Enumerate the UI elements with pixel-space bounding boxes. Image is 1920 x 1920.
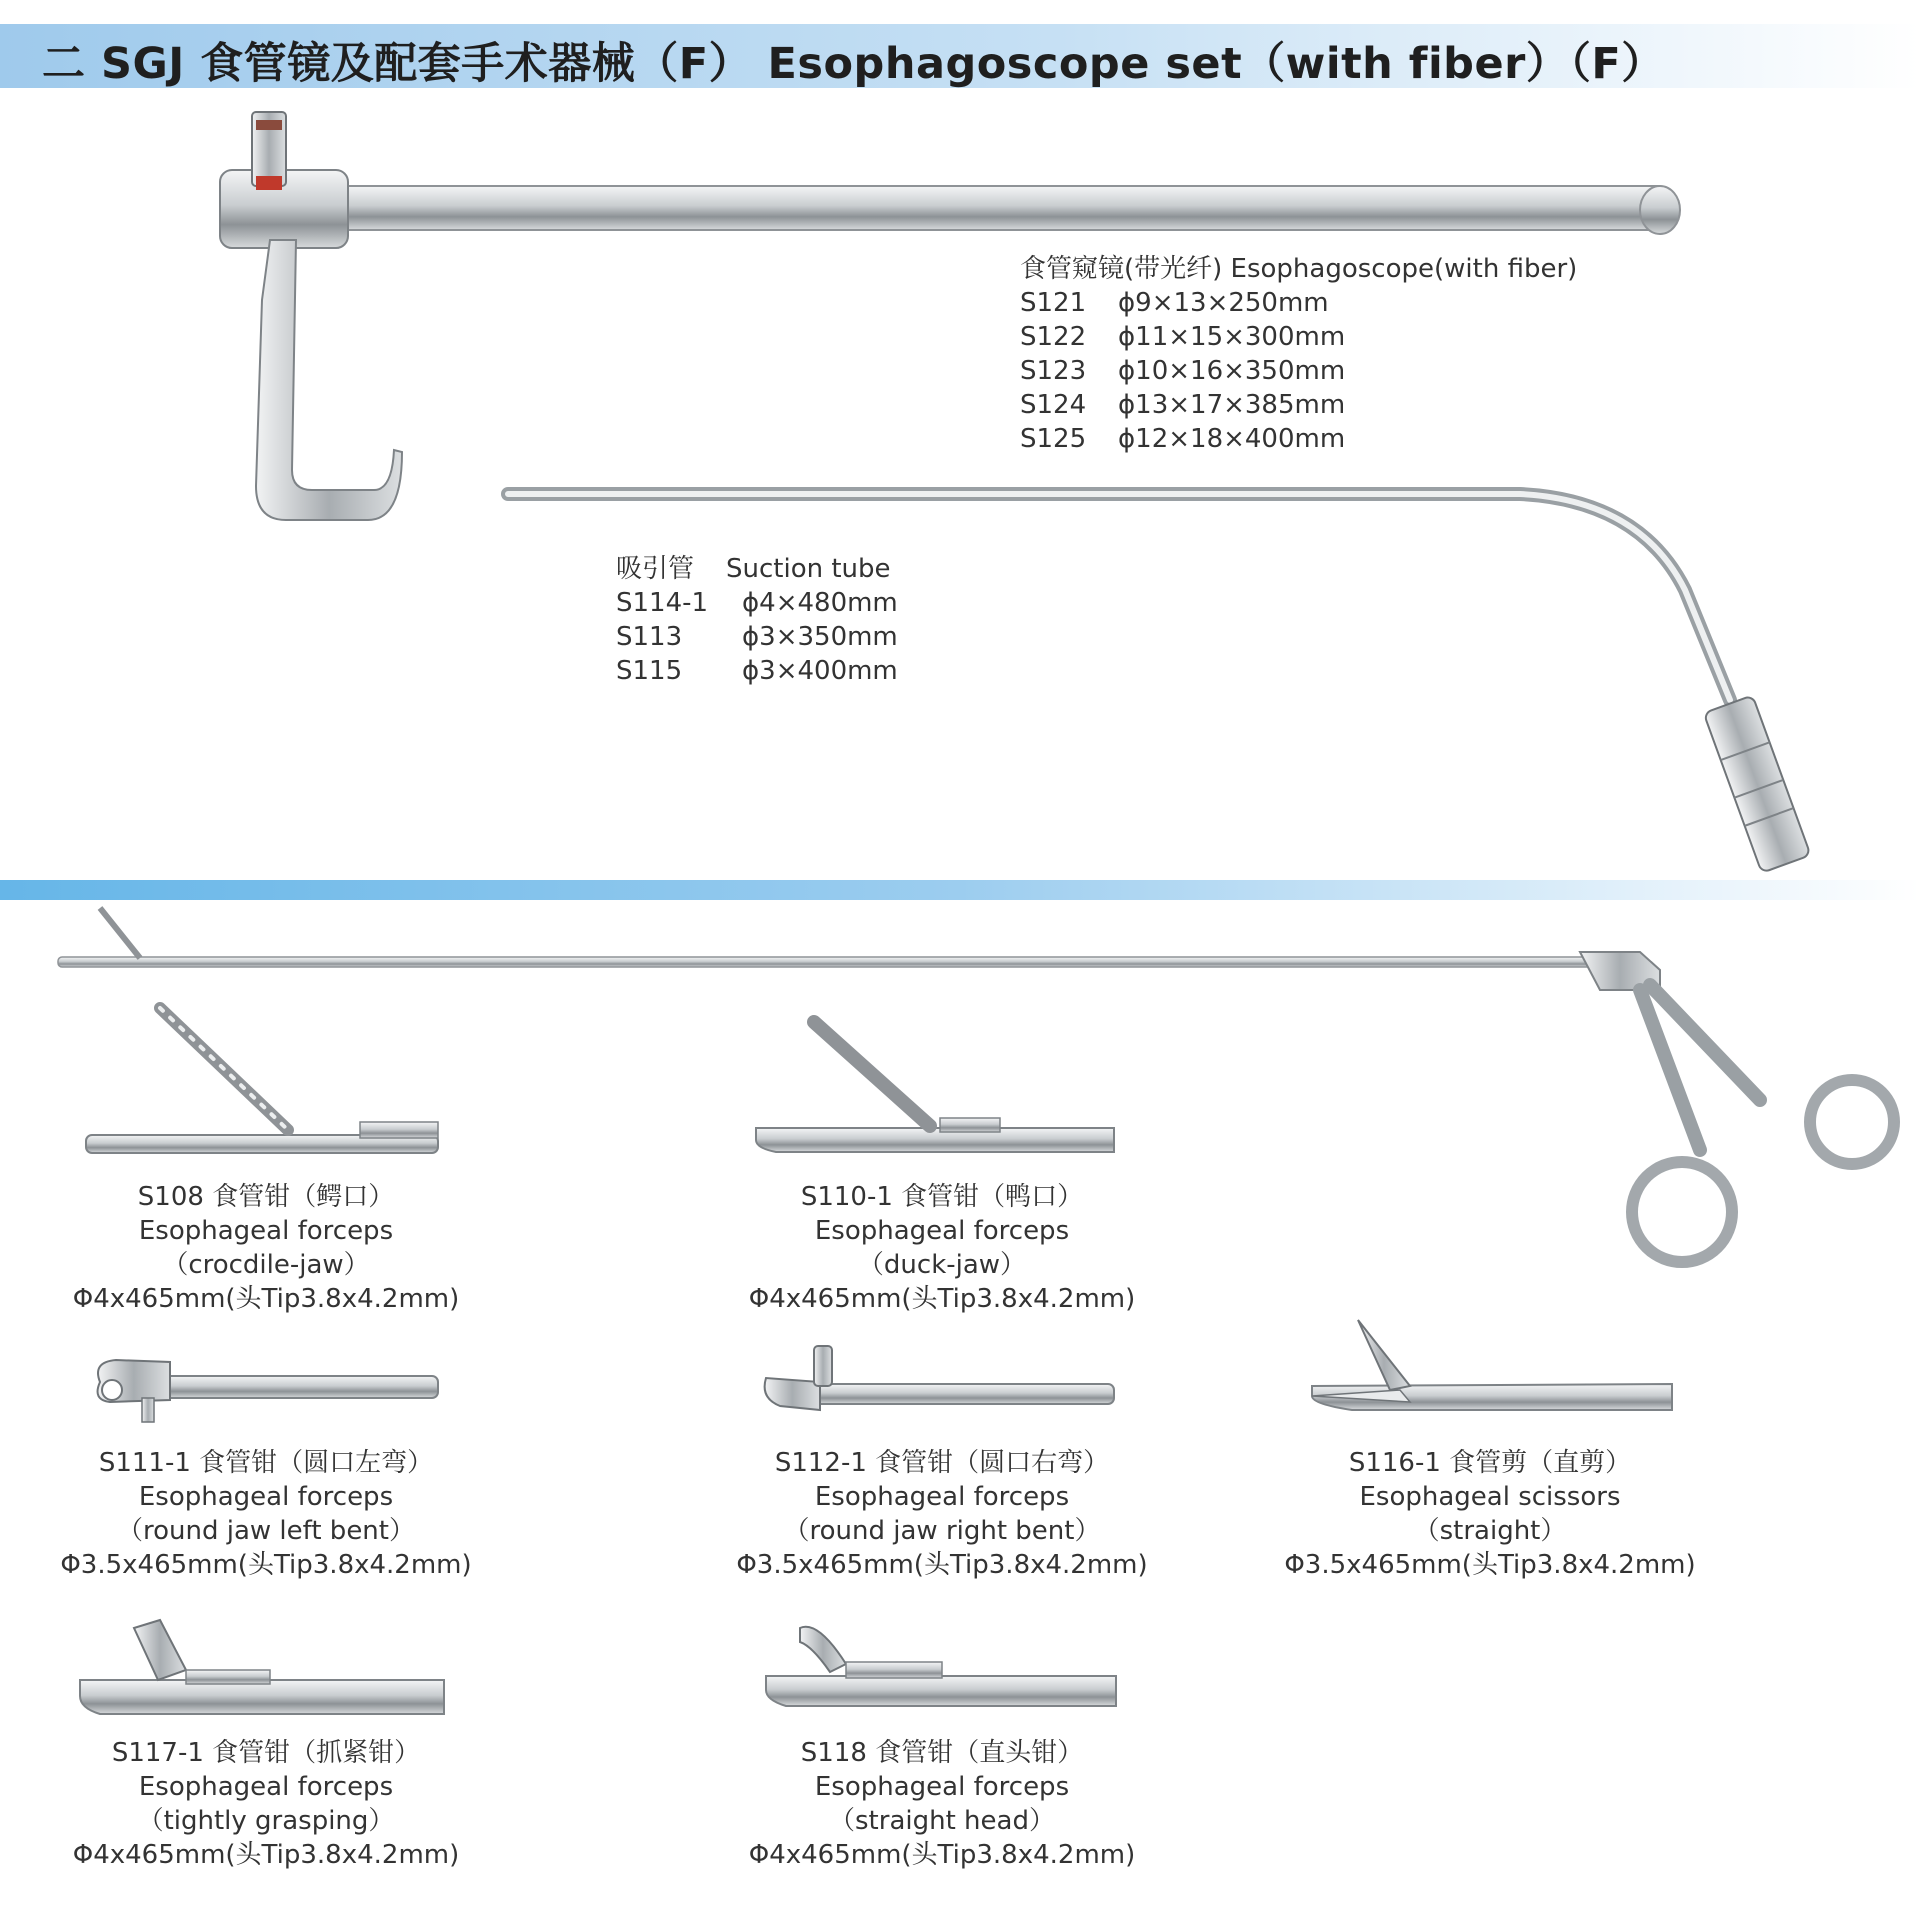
model-code: S113 <box>616 622 683 652</box>
spec-row <box>616 654 898 688</box>
caption-line: Φ3.5x465mm(头Tip3.8x4.2mm) <box>1284 1550 1696 1580</box>
suction-tube-specs <box>616 552 898 688</box>
model-size: ϕ13×17×385mm <box>1118 390 1346 420</box>
caption-line: （straight） <box>1413 1516 1567 1546</box>
suction-heading-cn: 吸引管 <box>616 554 695 584</box>
suction-tube-heading <box>616 552 898 586</box>
suction-heading-en: Suction tube <box>726 554 891 584</box>
model-size: ϕ4×480mm <box>742 588 898 618</box>
caption-line: Esophageal forceps <box>814 1772 1070 1802</box>
caption-line: Esophageal forceps <box>138 1216 394 1246</box>
caption-line: S110-1 食管钳（鸭口） <box>800 1182 1084 1212</box>
caption-line: Φ3.5x465mm(头Tip3.8x4.2mm) <box>60 1550 472 1580</box>
spec-row <box>1020 354 1577 388</box>
caption-line: Esophageal forceps <box>814 1482 1070 1512</box>
caption-line: S117-1 食管钳（抓紧钳） <box>111 1738 421 1768</box>
spec-row <box>1020 388 1577 422</box>
forceps-s111-1-image <box>98 1360 438 1422</box>
model-code: S124 <box>1020 390 1087 420</box>
caption-line: （tightly grasping） <box>137 1806 395 1836</box>
scissors-s116-1-image <box>1312 1320 1672 1410</box>
caption-s108 <box>0 1180 546 1316</box>
spec-row <box>1020 320 1577 354</box>
caption-line: S116-1 食管剪（直剪） <box>1348 1448 1632 1478</box>
caption-line: （crocdile-jaw） <box>162 1250 370 1280</box>
model-code: S122 <box>1020 322 1087 352</box>
forceps-s108-image <box>86 1008 438 1153</box>
model-size: ϕ11×15×300mm <box>1118 322 1346 352</box>
caption-line: （straight head） <box>829 1806 1055 1836</box>
caption-s111-1 <box>0 1446 546 1582</box>
caption-line: Esophageal scissors <box>1359 1482 1621 1512</box>
spec-row <box>1020 286 1577 320</box>
caption-line: Φ3.5x465mm(头Tip3.8x4.2mm) <box>736 1550 1148 1580</box>
spec-row <box>1020 422 1577 456</box>
page-title: 二 SGJ 食管镜及配套手术器械（F） Esophagoscope set（with fiber）（F） <box>42 39 1665 89</box>
caption-line: S108 食管钳（鳄口） <box>137 1182 395 1212</box>
model-code: S121 <box>1020 288 1087 318</box>
caption-line: Φ4x465mm(头Tip3.8x4.2mm) <box>748 1840 1136 1870</box>
spec-row <box>616 586 898 620</box>
model-code: S123 <box>1020 356 1087 386</box>
caption-line: （round jaw right bent） <box>783 1516 1101 1546</box>
model-size: ϕ9×13×250mm <box>1118 288 1329 318</box>
caption-line: Φ4x465mm(头Tip3.8x4.2mm) <box>748 1284 1136 1314</box>
caption-line: Esophageal forceps <box>814 1216 1070 1246</box>
esophagoscope-heading: 食管窥镜(带光纤) Esophagoscope(with fiber) <box>1020 254 1578 284</box>
model-size: ϕ12×18×400mm <box>1118 424 1346 454</box>
forceps-s110-1-image <box>756 1022 1114 1152</box>
caption-line: Φ4x465mm(头Tip3.8x4.2mm) <box>72 1284 460 1314</box>
model-size: ϕ3×350mm <box>742 622 898 652</box>
caption-line: （duck-jaw） <box>857 1250 1027 1280</box>
caption-s112-1 <box>662 1446 1222 1582</box>
caption-s110-1 <box>662 1180 1222 1316</box>
spec-row <box>616 620 898 654</box>
forceps-s112-1-image <box>765 1346 1114 1410</box>
caption-s117-1 <box>0 1736 546 1872</box>
caption-line: Φ4x465mm(头Tip3.8x4.2mm) <box>72 1840 460 1870</box>
caption-line: S112-1 食管钳（圆口右弯） <box>774 1448 1110 1478</box>
model-size: ϕ3×400mm <box>742 656 898 686</box>
caption-line: Esophageal forceps <box>138 1482 394 1512</box>
caption-line: Esophageal forceps <box>138 1772 394 1802</box>
section-divider <box>0 880 1920 900</box>
caption-line: S118 食管钳（直头钳） <box>800 1738 1084 1768</box>
model-size: ϕ10×16×350mm <box>1118 356 1346 386</box>
forceps-s118-image <box>766 1627 1116 1706</box>
model-code: S125 <box>1020 424 1087 454</box>
caption-s116-1 <box>1210 1446 1770 1582</box>
forceps-s117-1-image <box>80 1620 444 1714</box>
esophagoscope-specs <box>1020 252 1577 456</box>
model-code: S115 <box>616 656 683 686</box>
caption-line: S111-1 食管钳（圆口左弯） <box>98 1448 434 1478</box>
caption-line: （round jaw left bent） <box>117 1516 415 1546</box>
model-code: S114-1 <box>616 588 709 618</box>
caption-s118 <box>662 1736 1222 1872</box>
